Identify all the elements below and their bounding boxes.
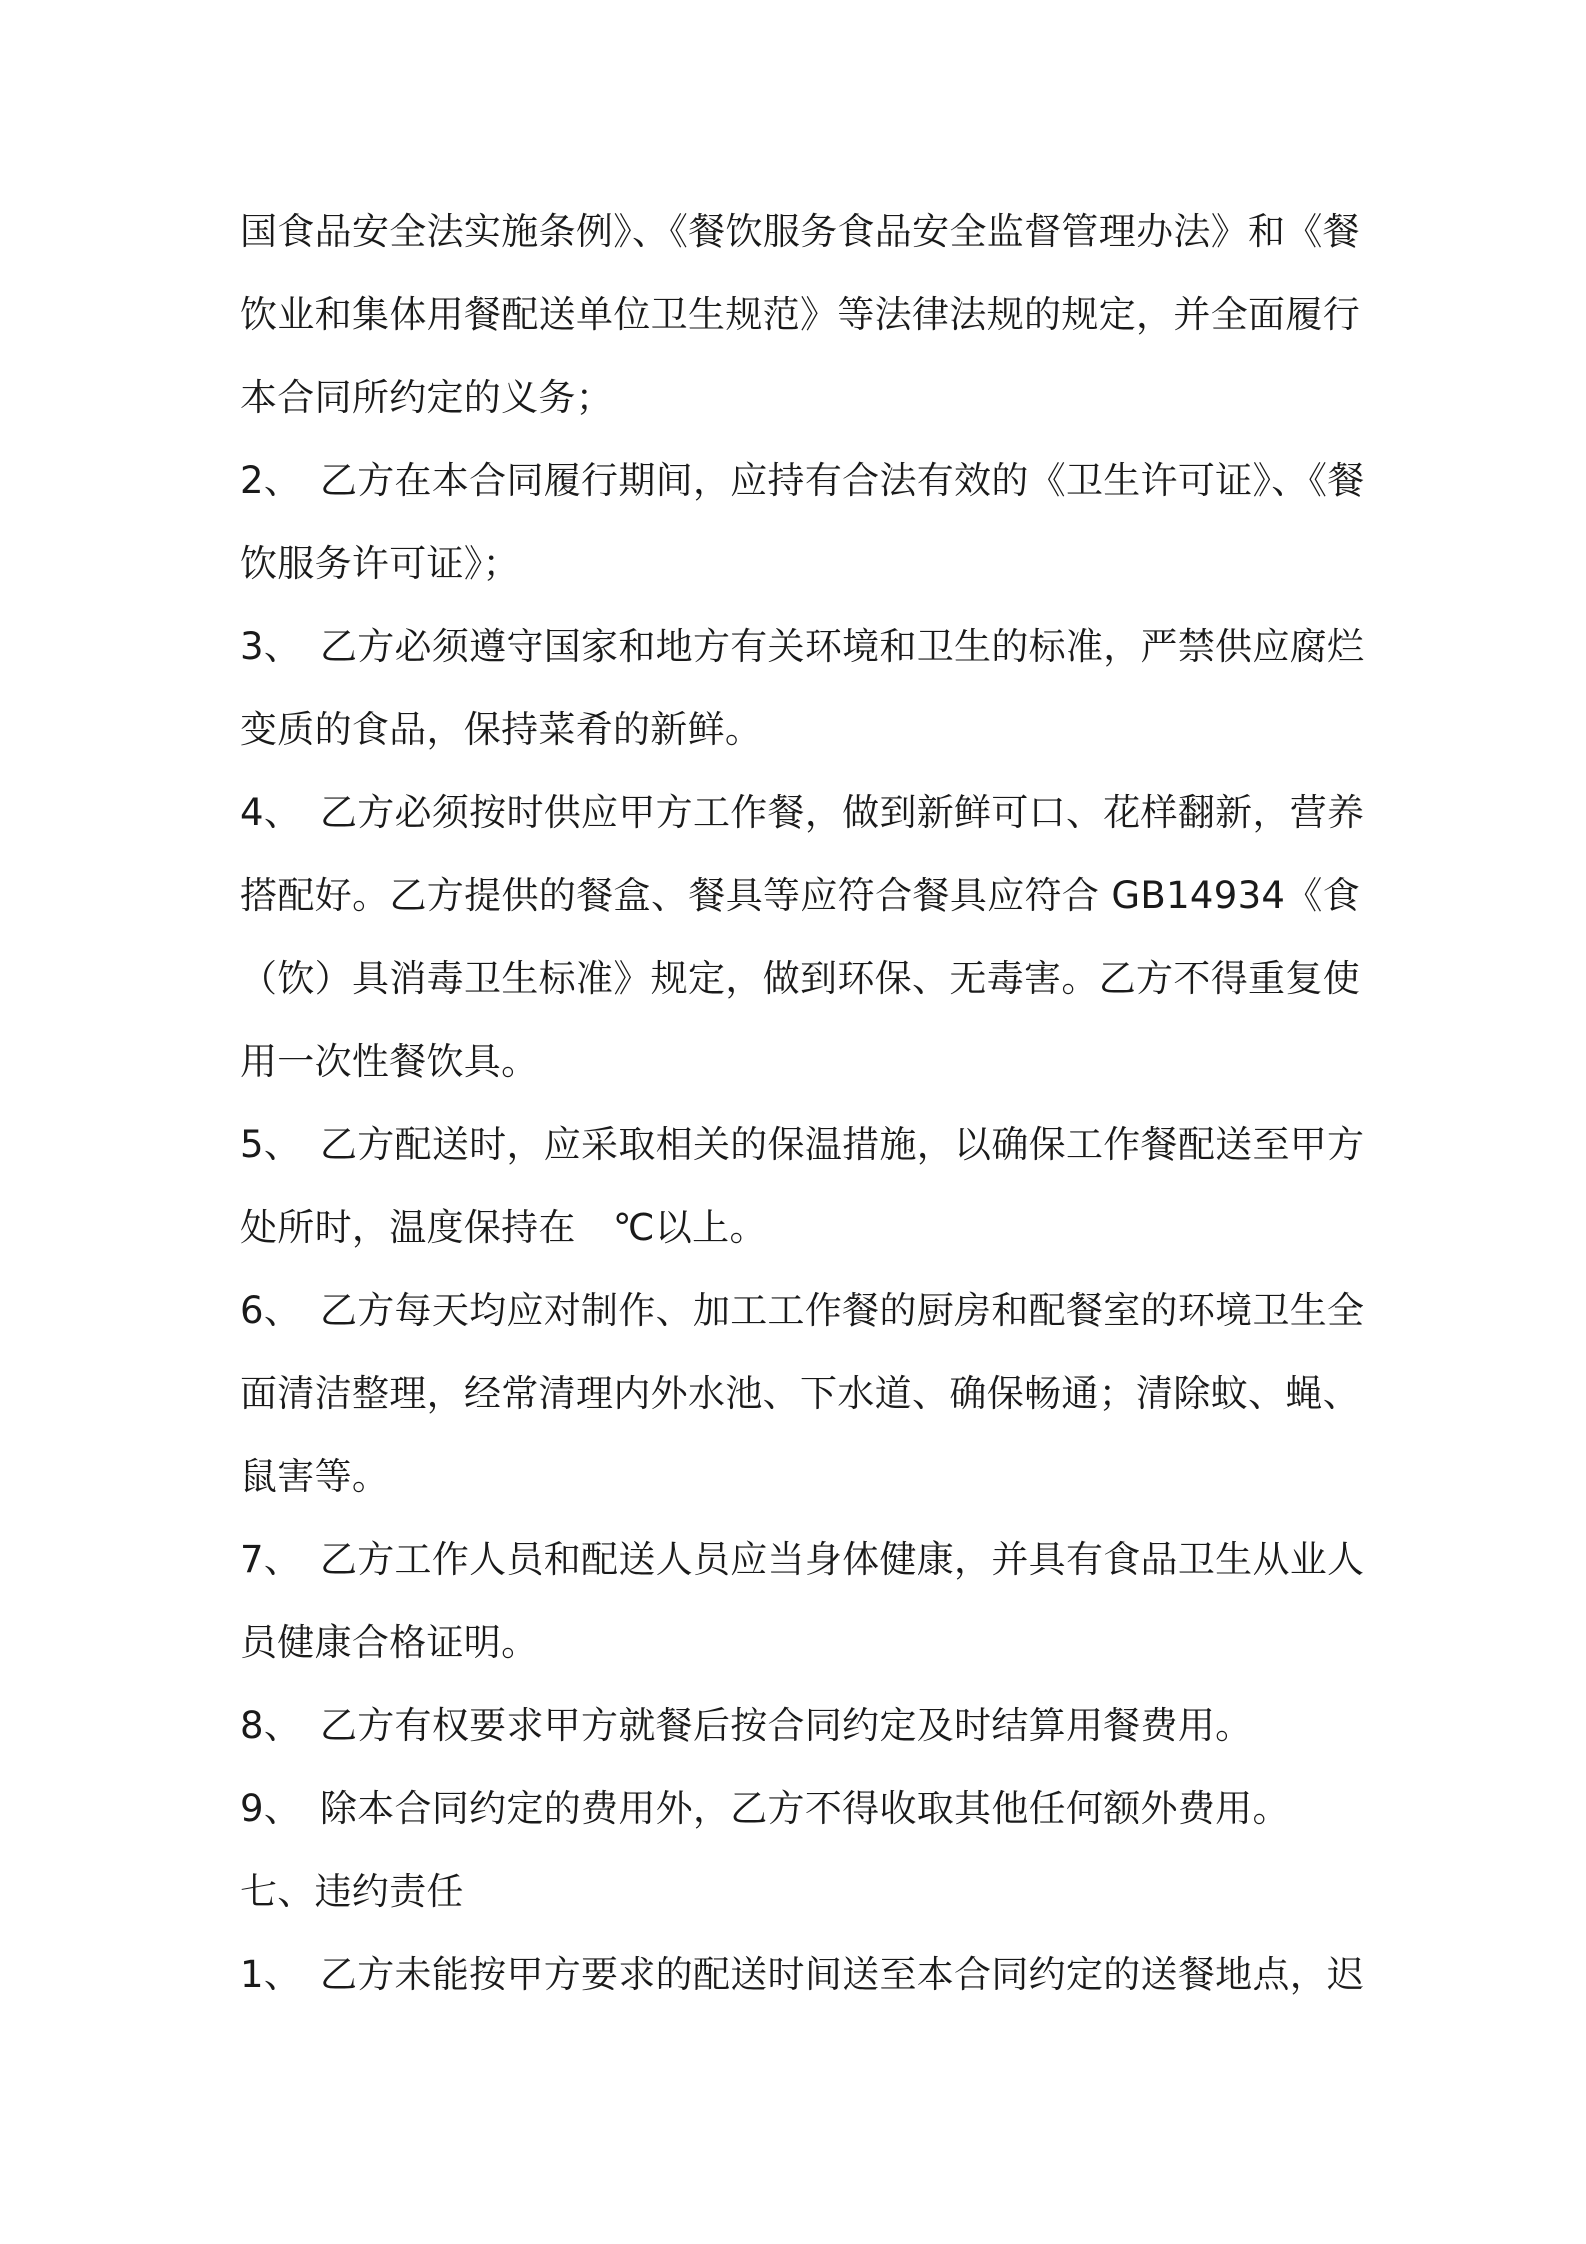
text-line: 饮业和集体用餐配送单位卫生规范》等法律法规的规定，并全面履行 xyxy=(240,293,1360,336)
text-line: （饮）具消毒卫生标准》规定，做到环保、无毒害。乙方不得重复使 xyxy=(240,957,1360,1000)
text-line: 9、 除本合同约定的费用外，乙方不得收取其他任何额外费用。 xyxy=(240,1787,1290,1830)
text-line: 鼠害等。 xyxy=(240,1455,390,1498)
text-line: 用一次性餐饮具。 xyxy=(240,1040,539,1083)
contract-text-block xyxy=(240,190,1365,2016)
text-line: 1、 乙方未能按甲方要求的配送时间送至本合同约定的送餐地点，迟 xyxy=(240,1953,1365,1996)
text-line: 员健康合格证明。 xyxy=(240,1621,539,1664)
text-line: 处所时，温度保持在 ℃以上。 xyxy=(240,1206,767,1249)
text-line: 七、违约责任 xyxy=(240,1870,464,1913)
text-line: 6、 乙方每天均应对制作、加工工作餐的厨房和配餐室的环境卫生全 xyxy=(240,1289,1365,1332)
text-line: 7、 乙方工作人员和配送人员应当身体健康，并具有食品卫生从业人 xyxy=(240,1538,1365,1581)
text-line: 8、 乙方有权要求甲方就餐后按合同约定及时结算用餐费用。 xyxy=(240,1704,1253,1747)
text-line: 3、 乙方必须遵守国家和地方有关环境和卫生的标准，严禁供应腐烂 xyxy=(240,625,1365,668)
text-line: 国食品安全法实施条例》、《餐饮服务食品安全监督管理办法》和《餐 xyxy=(240,210,1360,253)
text-line: 搭配好。乙方提供的餐盒、餐具等应符合餐具应符合 GB14934《食 xyxy=(240,874,1360,917)
text-line: 饮服务许可证》； xyxy=(240,542,520,585)
text-line: 本合同所约定的义务； xyxy=(240,376,613,419)
text-line: 5、 乙方配送时，应采取相关的保温措施，以确保工作餐配送至甲方 xyxy=(240,1123,1365,1166)
text-line: 2、 乙方在本合同履行期间，应持有合法有效的《卫生许可证》、《餐 xyxy=(240,459,1365,502)
text-line: 面清洁整理，经常清理内外水池、下水道、确保畅通；清除蚊、蝇、 xyxy=(240,1372,1360,1415)
text-line: 4、 乙方必须按时供应甲方工作餐，做到新鲜可口、花样翻新，营养 xyxy=(240,791,1365,834)
text-line: 变质的食品，保持菜肴的新鲜。 xyxy=(240,708,763,751)
